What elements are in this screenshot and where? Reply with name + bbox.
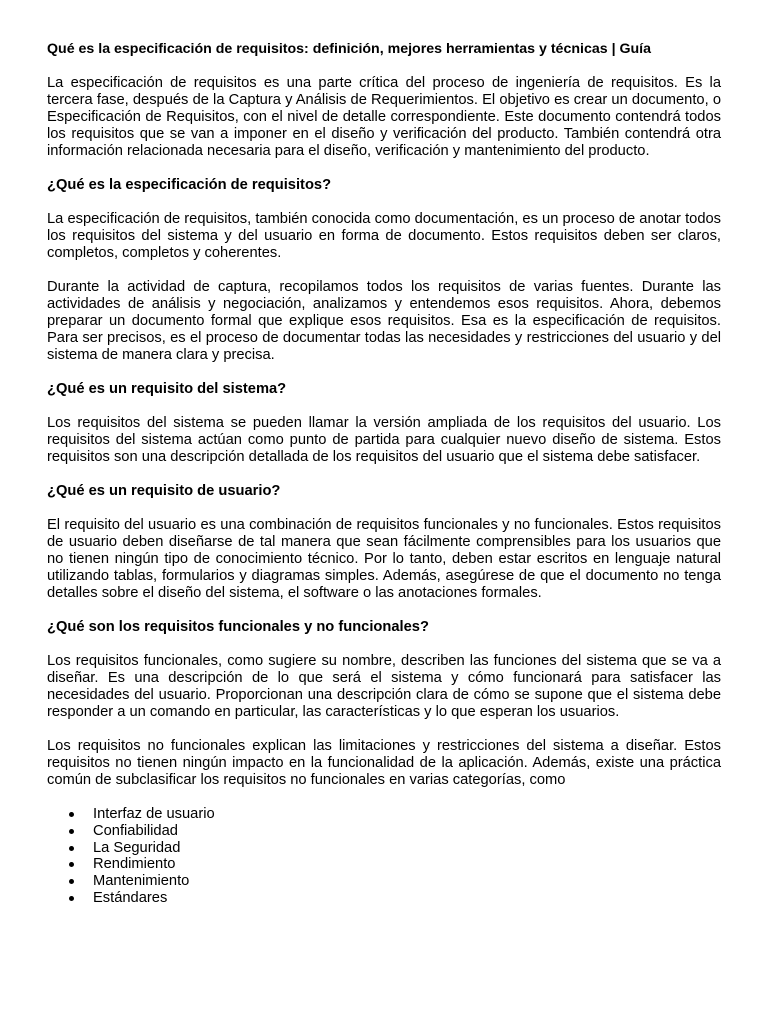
- section-requisito-sistema: [47, 381, 721, 466]
- section-paragraph: La especificación de requisitos, también conocida como documentación, es un proceso de anotar todos los requisitos del sistema y del usuario en forma de documento. Estos requisitos deben ser claros, completos, completos y coherentes.: [47, 211, 721, 261]
- list-item: [47, 806, 721, 823]
- list-item-label: Confiabilidad: [93, 822, 178, 839]
- section-funcionales: [47, 619, 721, 789]
- section-paragraph: Los requisitos no funcionales explican las limitaciones y restricciones del sistema a diseñar. Estos requisitos no tienen ningún impacto en la funcionalidad de la aplicación. Además, existe una práctica común de subclasificar los requisitos no funcionales en varias categorías, como: [47, 738, 721, 788]
- categories-list: [47, 806, 721, 907]
- intro-paragraph: La especificación de requisitos es una parte crítica del proceso de ingeniería de requisitos. Es la tercera fase, después de la Captura y Análisis de Requerimientos. El objetivo es crear un documento, o Especificación de Requisitos, con el nivel de detalle correspondiente. Este documento contendrá todos los requisitos que se van a imponer en el diseño y verificación del producto. También contendrá otra información relacionada necesaria para el diseño, verificación y mantenimiento del producto.: [47, 75, 721, 159]
- list-item-label: Mantenimiento: [93, 873, 190, 890]
- list-item: [47, 890, 721, 907]
- bullet-icon: [69, 879, 74, 884]
- list-item-label: La Seguridad: [93, 839, 181, 856]
- list-item-label: Rendimiento: [93, 856, 176, 873]
- list-item: [47, 840, 721, 857]
- bullet-icon: [69, 846, 74, 851]
- section-heading: ¿Qué es la especificación de requisitos?: [47, 177, 332, 193]
- section-paragraph: Los requisitos del sistema se pueden llamar la versión ampliada de los requisitos del usuario. Los requisitos del sistema actúan como punto de partida para cualquier nuevo diseño de sistema. Estos requisitos son una descripción detallada de los requisitos del usuario que el sistema debe satisfacer.: [47, 415, 721, 465]
- bullet-icon: [69, 829, 74, 834]
- section-heading: ¿Qué es un requisito del sistema?: [47, 381, 287, 397]
- document-page: [47, 41, 721, 907]
- section-especificacion: [47, 177, 721, 364]
- section-heading: ¿Qué son los requisitos funcionales y no funcionales?: [47, 619, 429, 635]
- bullet-icon: [69, 862, 74, 867]
- section-paragraph: El requisito del usuario es una combinación de requisitos funcionales y no funcionales. Estos requisitos de usuario deben diseñarse de tal manera que sean fácilmente comprensibles para los usuarios que no tienen ningún tipo de conocimiento técnico. Por lo tanto, deben estar escritos en lenguaje natural utilizando tablas, formularios y diagramas simples. Además, asegúrese de que el documento no tenga detalles sobre el diseño del sistema, el software o las anotaciones formales.: [47, 517, 721, 601]
- section-requisito-usuario: [47, 483, 721, 602]
- list-item-label: Estándares: [93, 889, 168, 906]
- list-item: [47, 823, 721, 840]
- section-paragraph: Durante la actividad de captura, recopilamos todos los requisitos de varias fuentes. Durante las actividades de análisis y negociación, analizamos y entendemos esos requisitos. Ahora, debemos preparar un documento formal que explique esos requisitos. Esa es la especificación de requisitos. Para ser precisos, es el proceso de documentar todas las necesidades y restricciones del usuario y del sistema de manera clara y precisa.: [47, 279, 721, 363]
- section-paragraph: Los requisitos funcionales, como sugiere su nombre, describen las funciones del sistema que se va a diseñar. Es una descripción de lo que será el sistema y cómo funcionará para satisfacer las necesidades del usuario. Proporcionan una descripción clara de cómo se supone que el sistema debe responder a un comando en particular, las características y lo que esperan los usuarios.: [47, 653, 721, 720]
- list-item: [47, 873, 721, 890]
- document-title: Qué es la especificación de requisitos: definición, mejores herramientas y técnicas | Guía: [47, 41, 652, 57]
- bullet-icon: [69, 812, 74, 817]
- section-heading: ¿Qué es un requisito de usuario?: [47, 483, 281, 499]
- list-item-label: Interfaz de usuario: [93, 806, 215, 822]
- list-item: [47, 856, 721, 873]
- bullet-icon: [69, 896, 74, 901]
